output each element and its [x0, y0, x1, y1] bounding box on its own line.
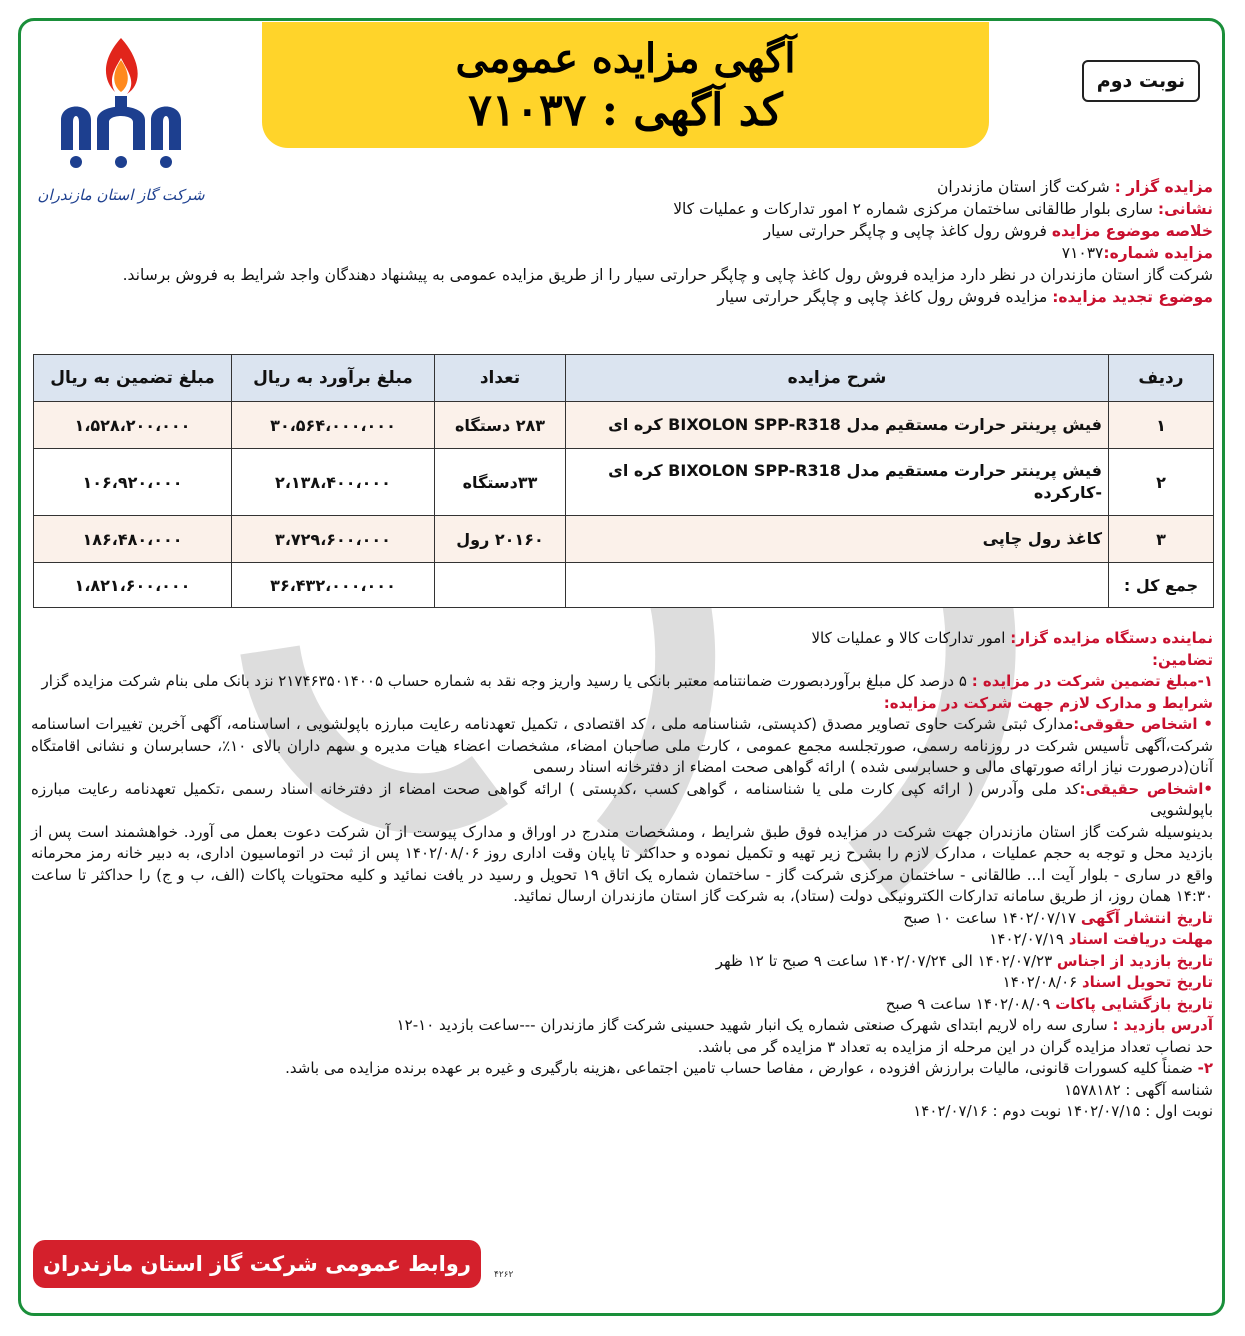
ad-body-text: [31, 628, 1213, 1123]
date-value: ۱۴۰۲/۰۸/۰۶: [1002, 973, 1078, 991]
table-header-row: [34, 355, 1214, 402]
table-row: [34, 449, 1214, 516]
date-value: ۱۴۰۲/۰۷/۱۷ ساعت ۱۰ صبح: [903, 908, 1077, 927]
round-badge: نوبت دوم: [1082, 60, 1200, 102]
cell-quantity: ۲۸۳ دستگاه: [435, 402, 566, 449]
auction-items-table: [33, 354, 1214, 608]
cell-total-estimate: ۳۶،۴۳۲،۰۰۰،۰۰۰: [232, 563, 435, 608]
header-banner: [262, 22, 989, 148]
info-line-renewal: [33, 286, 1213, 308]
cell-description-line2: -کارکرده: [1033, 483, 1102, 502]
info-line-description: [33, 264, 1213, 286]
representative-label: نماینده دستگاه مزایده گزار:: [1010, 629, 1213, 647]
quorum-note: حد نصاب تعداد مزایده گران در این مرحله از مزایده به تعداد ۳ مزایده گر می باشد.: [697, 1037, 1213, 1056]
info-value: ۷۱۰۳۷: [1061, 244, 1104, 262]
info-value: مزایده فروش رول کاغذ چاپی و چاپگر حرارتی سیار: [717, 288, 1048, 306]
col-header-estimate: مبلغ برآورد به ریال: [232, 355, 435, 402]
guarantees-label: تضامین:: [1152, 650, 1213, 669]
info-label: خلاصه موضوع مزایده: [1051, 222, 1213, 240]
date-label: مهلت دریافت اسناد: [1068, 930, 1213, 948]
col-header-description: شرح مزایده: [566, 355, 1109, 402]
print-code: ۴۲۶۲: [494, 1270, 514, 1280]
note-2: [31, 1058, 1213, 1080]
representative-value: امور تدارکات کالا و عملیات کالا: [811, 629, 1006, 647]
info-line-subject: [33, 220, 1213, 242]
col-header-row-no: ردیف: [1109, 355, 1214, 402]
ad-code: کد آگهی : ۷۱۰۳۷: [468, 85, 783, 136]
cell-empty: [566, 563, 1109, 608]
cell-empty: [435, 563, 566, 608]
ad-identifier: شناسه آگهی : ۱۵۷۸۱۸۲: [1064, 1080, 1213, 1099]
invitation-paragraph: بدینوسیله شرکت گاز استان مازندران جهت شرکت در مزایده فوق طبق شرایط ، ومشخصات مندرج در اوراق و مدارک پیوست از آن شرکت دعوت بعمل می آورد. خواهشمند است پس از بازدید محل و توجه به حجم عملیات ، مدارک لازم را بشرح زیر تهیه و تکمیل نموده و حداکثر تا پایان وقت اداری روز ۱۴۰۲/۰۸/۰۶ پس از ثبت در اتوماسیون اداری، به دبیر خانه رمز محرمانه واقع در ساری - بلوار آیت ا... طالقانی - ساختمان مرکزی شرکت گاز - ساختمان شماره یک اتاق ۱۹ تحویل و رسید در یافت نمائید و کلیه محتویات پاکات (الف، ب و ج) را حداکثر تا ساعت ۱۴:۳۰ همان روز، از طریق سامانه تدارکات الکترونیکی دولت (ستاد)، به شرکت گاز استان مازندران ارسال نمائید.: [31, 822, 1213, 905]
cell-total-guarantee: ۱،۸۲۱،۶۰۰،۰۰۰: [34, 563, 232, 608]
representative-line: [31, 628, 1213, 650]
info-value: شرکت گاز استان مازندران: [936, 178, 1110, 196]
cell-description-line1: فیش پرینتر حرارت مستقیم مدل BIXOLON SPP-R318 کره ای: [608, 461, 1102, 480]
info-value: شرکت گاز استان مازندران در نظر دارد مزایده فروش رول کاغذ چاپی و چاپگر حرارتی سیار را از طریق مزایده عمومی به پیشنهاد دهندگان واجد شرایط به فروش برساند.: [122, 266, 1213, 284]
date-label: تاریخ بازدید از اجناس: [1056, 951, 1213, 970]
cell-description: [566, 449, 1109, 516]
date-value: ۱۴۰۲/۰۷/۱۹: [989, 930, 1064, 948]
table-total-row: [34, 563, 1214, 608]
ad-info-block: [33, 176, 1213, 308]
date-line: [31, 908, 1213, 930]
info-label: نشانی:: [1157, 200, 1213, 218]
info-line-number: [33, 242, 1213, 264]
logo-caption: شرکت گاز استان مازندران: [37, 186, 205, 204]
guarantees-heading: [31, 650, 1213, 672]
date-label: تاریخ بازگشایی پاکات: [1055, 994, 1213, 1013]
date-line: [31, 972, 1213, 994]
ad-title: آگهی مزایده عمومی: [455, 35, 796, 82]
col-header-guarantee: مبلغ تضمین به ریال: [34, 355, 232, 402]
cell-row-no: ۲: [1109, 449, 1214, 516]
natural-persons-label: •اشخاص حقیقی:: [1079, 779, 1213, 798]
cell-quantity: ۲۰۱۶۰ رول: [435, 516, 566, 563]
cell-estimate: ۳،۷۲۹،۶۰۰،۰۰۰: [232, 516, 435, 563]
guarantee-1: [31, 671, 1213, 693]
date-value: ۱۴۰۲/۰۷/۲۳ الی ۱۴۰۲/۰۷/۲۴ ساعت ۹ صبح تا ۱۲ ظهر: [715, 951, 1053, 970]
note-2-value: ضمناً کلیه کسورات قانونی، مالیات برارزش افزوده ، عوارض ، مفاصا حساب تامین اجتماعی ،هزینه بارگیری و غیره بر عهده برنده مزایده می باشد.: [285, 1059, 1193, 1077]
visit-address-label: آدرس بازدید :: [1112, 1016, 1213, 1034]
cell-guarantee: ۱،۵۲۸،۲۰۰،۰۰۰: [34, 402, 232, 449]
info-value: ساری بلوار طالقانی ساختمان مرکزی شماره ۲ امور تدارکات و عملیات کالا: [673, 200, 1153, 218]
note-2-label: ۲-: [1197, 1059, 1213, 1077]
date-label: تاریخ تحویل اسناد: [1081, 973, 1213, 991]
publish-rounds: نوبت اول : ۱۴۰۲/۰۷/۱۵ نوبت دوم : ۱۴۰۲/۰۷/۱۶: [913, 1102, 1213, 1120]
natural-persons: [31, 779, 1213, 822]
cell-row-no: ۳: [1109, 516, 1214, 563]
info-line-address: [33, 198, 1213, 220]
legal-entities-value: مدارک ثبتی شرکت حاوی تصاویر مصدق (کدپستی، شناسنامه ملی ، کد اقتصادی ، تکمیل تعهدنامه رعایت مبارزه باپولشویی ، اساسنامه، آگهی آخرین تغییرات اساسنامه شرکت،آگهی تأسیس شرکت در روزنامه رسمی، صورتجلسه مجمع عمومی ، کارت ملی صاحبان امضاء، مشخصات اعضاء هیات مدیره و سهم داران بالای ۱۰٪، حسابرسان و نشانی اقامتگاه آنان(درصورت نیاز ارائه صورتهای مالی و حسابرسی شده ) ارائه گواهی صحت امضاء از دفترخانه اسناد رسمی: [31, 715, 1213, 776]
cell-description: کاغذ رول چاپی: [566, 516, 1109, 563]
info-label: مزایده شماره:: [1103, 244, 1213, 262]
info-value: فروش رول کاغذ چاپی و چاپگر حرارتی سیار: [763, 222, 1047, 240]
cell-total-label: جمع کل :: [1109, 563, 1214, 608]
cell-quantity: ۳۳دستگاه: [435, 449, 566, 516]
info-label: مزایده گزار :: [1114, 178, 1213, 196]
cell-row-no: ۱: [1109, 402, 1214, 449]
visit-address-value: ساری سه راه لاریم ابتدای شهرک صنعتی شماره یک انبار شهید حسینی شرکت گاز مازندران ---ساعت بازدید ۱۰-۱۲: [396, 1016, 1108, 1034]
documents-heading: [31, 693, 1213, 715]
date-line: [31, 951, 1213, 973]
table-row: [34, 402, 1214, 449]
natural-persons-value: کد ملی وآدرس ( ارائه کپی کارت ملی یا شناسنامه ، گواهی کسب ،کدپستی ) ارائه گواهی صحت امضاء از دفترخانه اسناد رسمی ،تکمیل تعهدنامه رعایت مبارزه باپولشویی: [31, 779, 1213, 819]
date-label: تاریخ انتشار آگهی: [1080, 908, 1213, 927]
legal-entities: [31, 714, 1213, 779]
table-row: [34, 516, 1214, 563]
cell-guarantee: ۱۸۶،۴۸۰،۰۰۰: [34, 516, 232, 563]
visit-address: [31, 1015, 1213, 1037]
guarantee-1-value: ۵ درصد کل مبلغ برآوردبصورت ضمانتنامه معتبر بانکی یا رسید واریز وجه نقد به شماره حساب ۲۱۷۴۶۳۵۰۱۴۰۰۵ نزد بانک ملی بنام شرکت مزایده گزار: [41, 672, 967, 690]
col-header-quantity: تعداد: [435, 355, 566, 402]
info-label: موضوع تجدید مزایده:: [1052, 288, 1213, 306]
date-line: [31, 929, 1213, 951]
public-relations-banner: روابط عمومی شرکت گاز استان مازندران: [33, 1240, 481, 1288]
cell-estimate: ۳۰،۵۶۴،۰۰۰،۰۰۰: [232, 402, 435, 449]
cell-estimate: ۲،۱۳۸،۴۰۰،۰۰۰: [232, 449, 435, 516]
cell-guarantee: ۱۰۶،۹۲۰،۰۰۰: [34, 449, 232, 516]
date-line: [31, 994, 1213, 1016]
info-line-organizer: [33, 176, 1213, 198]
cell-description: فیش پرینتر حرارت مستقیم مدل BIXOLON SPP-R318 کره ای: [566, 402, 1109, 449]
gas-company-logo-icon: [41, 30, 201, 180]
documents-label: شرایط و مدارک لازم جهت شرکت در مزایده:: [883, 693, 1213, 712]
date-value: ۱۴۰۲/۰۸/۰۹ ساعت ۹ صبح: [885, 994, 1051, 1013]
legal-entities-label: • اشخاص حقوقی:: [1073, 715, 1213, 733]
guarantee-1-label: ۱-مبلغ تضمین شرکت در مزایده :: [971, 672, 1213, 690]
